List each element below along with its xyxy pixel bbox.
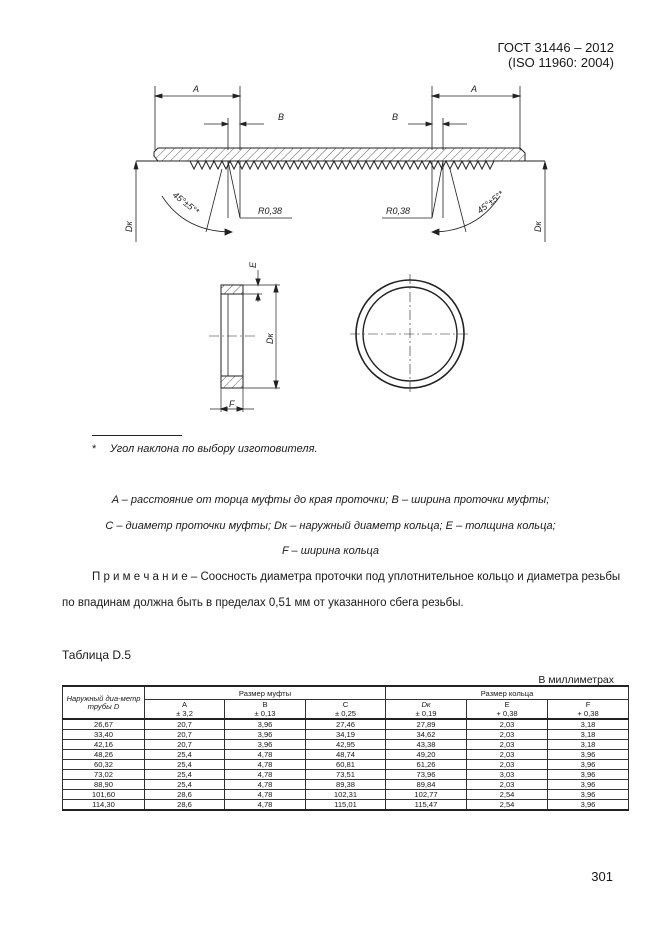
table-cell: 3,18 bbox=[548, 730, 629, 740]
label-angle-right: 45°±5°* bbox=[475, 188, 506, 216]
table-cell: 4,78 bbox=[225, 780, 306, 790]
table-row bbox=[63, 760, 629, 770]
table-cell: 3,96 bbox=[225, 730, 306, 740]
table-cell: 20,7 bbox=[145, 730, 225, 740]
technical-drawing bbox=[0, 0, 661, 430]
label-radius-right: R0,38 bbox=[386, 206, 411, 216]
table-caption: Таблица D.5 bbox=[62, 648, 132, 662]
table-cell: 27,89 bbox=[386, 719, 467, 730]
table-cell: 20,7 bbox=[145, 740, 225, 750]
table-cell: 25,4 bbox=[145, 750, 225, 760]
label-angle-left: 45°±5°* bbox=[170, 189, 202, 217]
table-cell: 3,96 bbox=[225, 740, 306, 750]
table-cell: 115,47 bbox=[386, 800, 467, 811]
table-cell: 2,03 bbox=[467, 730, 548, 740]
table-row bbox=[63, 719, 629, 730]
table-row bbox=[63, 740, 629, 750]
iso-reference: (ISO 11960: 2004) bbox=[508, 55, 614, 70]
legend-line-1: A – расстояние от торца муфты до края проточки; B – ширина проточки муфты; bbox=[111, 494, 550, 506]
footnote-text: Угол наклона по выбору изготовителя. bbox=[110, 443, 318, 455]
label-b-right: B bbox=[392, 112, 399, 122]
table-cell: 2,03 bbox=[467, 760, 548, 770]
table-cell: 73,51 bbox=[306, 770, 386, 780]
table-cell: 42,16 bbox=[63, 740, 145, 750]
table-cell: 4,78 bbox=[225, 760, 306, 770]
header-col-b: B ± 0,13 bbox=[225, 700, 306, 720]
table-cell: 89,84 bbox=[386, 780, 467, 790]
table-cell: 42,95 bbox=[306, 740, 386, 750]
table-cell: 3,96 bbox=[225, 719, 306, 730]
table-cell: 3,18 bbox=[548, 740, 629, 750]
dimension-a-right bbox=[432, 86, 520, 150]
table-cell: 101,60 bbox=[63, 790, 145, 800]
table-cell: 3,03 bbox=[467, 770, 548, 780]
table-cell: 3,96 bbox=[548, 780, 629, 790]
table-cell: 4,78 bbox=[225, 800, 306, 811]
table-row bbox=[63, 790, 629, 800]
header-coupling-size: Размер муфты bbox=[145, 686, 386, 700]
table-cell: 48,26 bbox=[63, 750, 145, 760]
header-col-c: C ± 0,25 bbox=[306, 700, 386, 720]
table-row bbox=[63, 750, 629, 760]
table-cell: 2,03 bbox=[467, 780, 548, 790]
table-cell: 115,01 bbox=[306, 800, 386, 811]
table-cell: 2,54 bbox=[467, 790, 548, 800]
thread-profile bbox=[190, 161, 494, 169]
header-col-a: A ± 3,2 bbox=[145, 700, 225, 720]
label-b-left: B bbox=[278, 112, 285, 122]
table-cell: 28,6 bbox=[145, 790, 225, 800]
table-cell: 3,96 bbox=[548, 790, 629, 800]
table-cell: 3,96 bbox=[548, 770, 629, 780]
table-cell: 3,18 bbox=[548, 719, 629, 730]
table-row bbox=[63, 800, 629, 811]
table-cell: 34,62 bbox=[386, 730, 467, 740]
table-cell: 61,26 bbox=[386, 760, 467, 770]
table-cell: 60,32 bbox=[63, 760, 145, 770]
ring-front-view bbox=[350, 274, 470, 394]
chamfer-lines bbox=[162, 161, 500, 235]
footnote-marker: * bbox=[92, 443, 97, 455]
label-dk-ring: Dк bbox=[265, 333, 275, 344]
table-units: В миллиметрах bbox=[538, 674, 614, 686]
table-cell: 33,40 bbox=[63, 730, 145, 740]
header-col-f: F + 0,38 bbox=[548, 700, 629, 720]
legend-line-3: F – ширина кольца bbox=[281, 545, 380, 557]
label-dk-left: Dк bbox=[124, 221, 134, 232]
table-cell: 102,31 bbox=[306, 790, 386, 800]
table-row bbox=[63, 770, 629, 780]
note-line-2: по впадинам должна быть в пределах 0,51 мм от указанного сбега резьбы. bbox=[62, 597, 464, 609]
label-a-right: A bbox=[471, 84, 478, 94]
table-cell: 102,77 bbox=[386, 790, 467, 800]
table-cell: 73,02 bbox=[63, 770, 145, 780]
table-cell: 27,46 bbox=[306, 719, 386, 730]
label-radius-left: R0,38 bbox=[258, 206, 283, 216]
table-cell: 3,96 bbox=[548, 760, 629, 770]
table-cell: 34,19 bbox=[306, 730, 386, 740]
label-e-ring: E bbox=[248, 261, 258, 268]
table-cell: 28,6 bbox=[145, 800, 225, 811]
table-cell: 20,7 bbox=[145, 719, 225, 730]
table-cell: 73,96 bbox=[386, 770, 467, 780]
table-cell: 25,4 bbox=[145, 780, 225, 790]
legend-line-2: C – диаметр проточки муфты; Dк – наружный диаметр кольца; E – толщина кольца; bbox=[105, 520, 556, 532]
table-cell: 26,67 bbox=[63, 719, 145, 730]
footnote-rule bbox=[92, 435, 182, 436]
table-cell: 25,4 bbox=[145, 770, 225, 780]
header-ring-size: Размер кольца bbox=[386, 686, 629, 700]
table-cell: 2,54 bbox=[467, 800, 548, 811]
note-label: П р и м е ч а н и е bbox=[92, 571, 188, 583]
standard-number: ГОСТ 31446 – 2012 bbox=[497, 40, 614, 55]
table-cell: 49,20 bbox=[386, 750, 467, 760]
label-f-ring: F bbox=[229, 399, 235, 409]
note-text-1: – Соосность диаметра проточки под уплотнительное кольцо и диаметра резьбы bbox=[187, 571, 621, 583]
table-cell: 2,03 bbox=[467, 750, 548, 760]
footnote bbox=[92, 443, 318, 455]
header-col-e: E + 0,38 bbox=[467, 700, 548, 720]
table-cell: 4,78 bbox=[225, 790, 306, 800]
table-cell: 43,38 bbox=[386, 740, 467, 750]
label-a-left: A bbox=[193, 84, 200, 94]
table-cell: 60,81 bbox=[306, 760, 386, 770]
table-cell: 3,96 bbox=[548, 750, 629, 760]
label-dk-right: Dк bbox=[533, 221, 543, 232]
table-cell: 4,78 bbox=[225, 770, 306, 780]
table-row bbox=[63, 780, 629, 790]
table-row bbox=[63, 730, 629, 740]
table-cell: 114,30 bbox=[63, 800, 145, 811]
table-body bbox=[63, 719, 629, 810]
dimensions-table bbox=[62, 685, 629, 811]
table-cell: 4,78 bbox=[225, 750, 306, 760]
header-pipe-diameter: Наружный диа-метр трубы D bbox=[63, 686, 145, 719]
note-line-1 bbox=[92, 571, 620, 583]
header-col-dk: Dк ± 0,19 bbox=[386, 700, 467, 720]
table-cell: 48,74 bbox=[306, 750, 386, 760]
table-cell: 3,96 bbox=[548, 800, 629, 811]
table-cell: 2,03 bbox=[467, 740, 548, 750]
table-cell: 25,4 bbox=[145, 760, 225, 770]
table-cell: 2,03 bbox=[467, 719, 548, 730]
dimension-a-left bbox=[155, 86, 240, 150]
table-cell: 88,90 bbox=[63, 780, 145, 790]
page-number: 301 bbox=[591, 869, 613, 884]
dimension-b-left bbox=[204, 118, 264, 150]
dimension-b-right bbox=[408, 118, 467, 150]
table-cell: 89,38 bbox=[306, 780, 386, 790]
